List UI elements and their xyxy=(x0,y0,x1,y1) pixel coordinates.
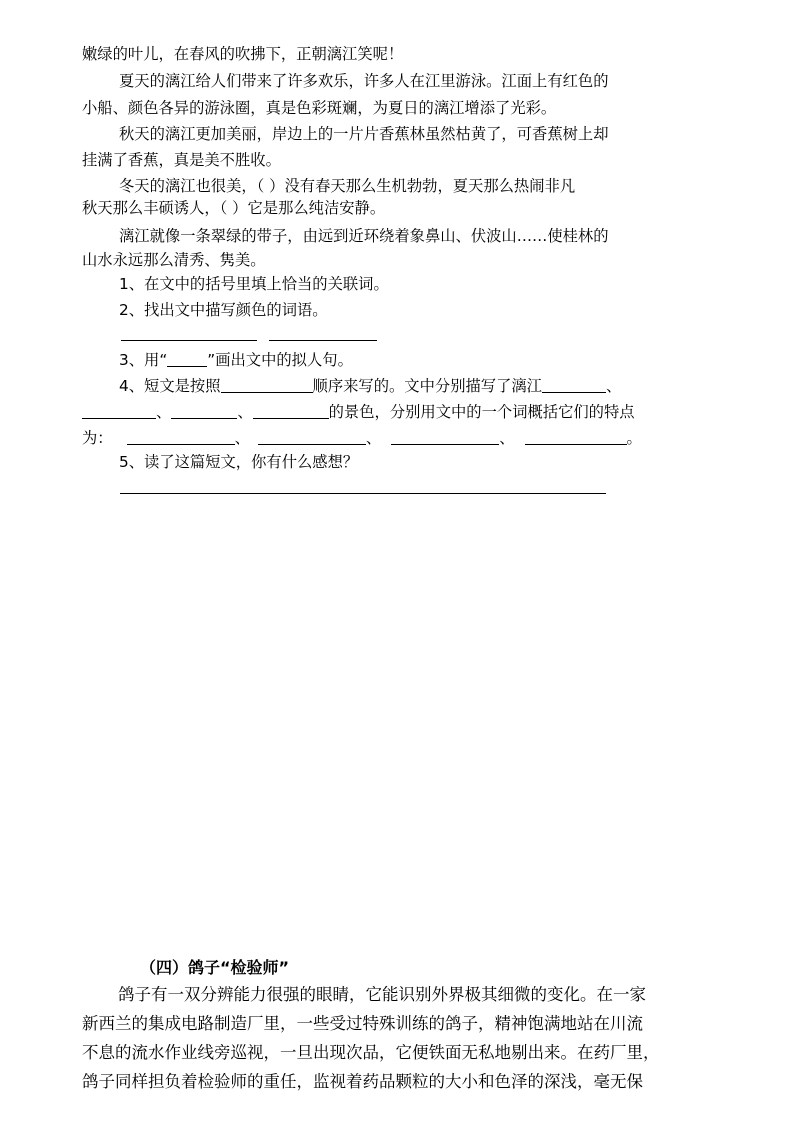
paragraph-line: 不息的流水作业线旁巡视，一旦出现次品，它便铁面无私地剔出来。在药厂里， xyxy=(82,1043,660,1062)
question-4-line-3 xyxy=(82,428,712,448)
passage-line: 秋天的漓江更加美丽，岸边上的一片片香蕉林虽然枯黄了，可香蕉树上却 xyxy=(119,125,609,143)
question-4-text: 。 xyxy=(626,429,642,447)
passage-line: 漓江就像一条翠绿的带子，由远到近环绕着象鼻山、伏波山……使桂林的 xyxy=(119,227,609,245)
passage-line: 嫩绿的叶儿，在春风的吹拂下，正朝漓江笑呢！ xyxy=(82,45,404,63)
separator-text: 、 xyxy=(237,403,253,421)
question-4-text: 为： xyxy=(82,429,113,447)
answer-blank[interactable] xyxy=(82,403,156,419)
question-4-text: 顺序来写的。文中分别描写了漓江 xyxy=(312,377,542,395)
question-5: 5、读了这篇短文，你有什么感想？ xyxy=(119,453,359,471)
answer-blank[interactable] xyxy=(391,429,499,445)
paragraph-line: 鸽子同样担负着检验师的重任，监视着药品颗粒的大小和色泽的深浅，毫无保 xyxy=(82,1072,643,1091)
section-title: （四）鸽子“检验师” xyxy=(140,958,290,977)
answer-blank-row xyxy=(121,324,712,344)
answer-blank[interactable] xyxy=(253,403,329,419)
answer-blank[interactable] xyxy=(258,429,366,445)
answer-blank[interactable] xyxy=(221,377,313,393)
question-3-prefix: 3、用“ xyxy=(119,351,168,369)
separator-text: 、 xyxy=(499,429,515,447)
question-1: 1、在文中的括号里填上恰当的关联词。 xyxy=(119,275,389,293)
separator-text: 、 xyxy=(365,429,382,447)
passage-line: 山水永远那么清秀、隽美。 xyxy=(82,251,266,269)
passage-line: 秋天那么丰硕诱人，（ ）它是那么纯洁安静。 xyxy=(82,199,386,217)
answer-blank[interactable] xyxy=(542,377,606,393)
question-4-text: 的景色，分别用文中的一个词概括它们的特点 xyxy=(328,403,635,421)
answer-line[interactable] xyxy=(120,493,606,494)
question-4 xyxy=(119,376,712,396)
separator-text: 、 xyxy=(605,377,622,395)
question-2: 2、找出文中描写颜色的词语。 xyxy=(119,301,328,319)
separator-text: 、 xyxy=(234,429,250,447)
answer-blank[interactable] xyxy=(121,325,257,341)
paragraph-line: 鸽子有一双分辨能力很强的眼睛，它能识别外界极其细微的变化。在一家 xyxy=(118,985,646,1004)
separator-text: 、 xyxy=(156,403,172,421)
answer-blank[interactable] xyxy=(127,429,235,445)
paragraph-line: 新西兰的集成电路制造厂里，一些受过特殊训练的鸽子，精神饱满地站在川流 xyxy=(82,1014,643,1033)
passage-line: 小船、颜色各异的游泳圈，真是色彩斑斓，为夏日的漓江增添了光彩。 xyxy=(82,99,557,117)
answer-blank[interactable] xyxy=(269,325,377,341)
passage-line: 冬天的漓江也很美，（ ）没有春天那么生机勃勃，夏天那么热闹非凡 xyxy=(119,177,576,195)
question-4-text: 4、短文是按照 xyxy=(119,377,221,395)
answer-blank[interactable] xyxy=(171,403,237,419)
answer-blank[interactable] xyxy=(525,429,627,445)
answer-blank[interactable] xyxy=(167,351,207,367)
question-4-line-2 xyxy=(82,402,712,422)
passage-line: 挂满了香蕉，真是美不胜收。 xyxy=(82,151,281,169)
passage-line: 夏天的漓江给人们带来了许多欢乐，许多人在江里游泳。江面上有红色的 xyxy=(119,72,609,90)
question-3-suffix: ”画出文中的拟人句。 xyxy=(207,351,353,369)
question-3 xyxy=(119,350,712,370)
